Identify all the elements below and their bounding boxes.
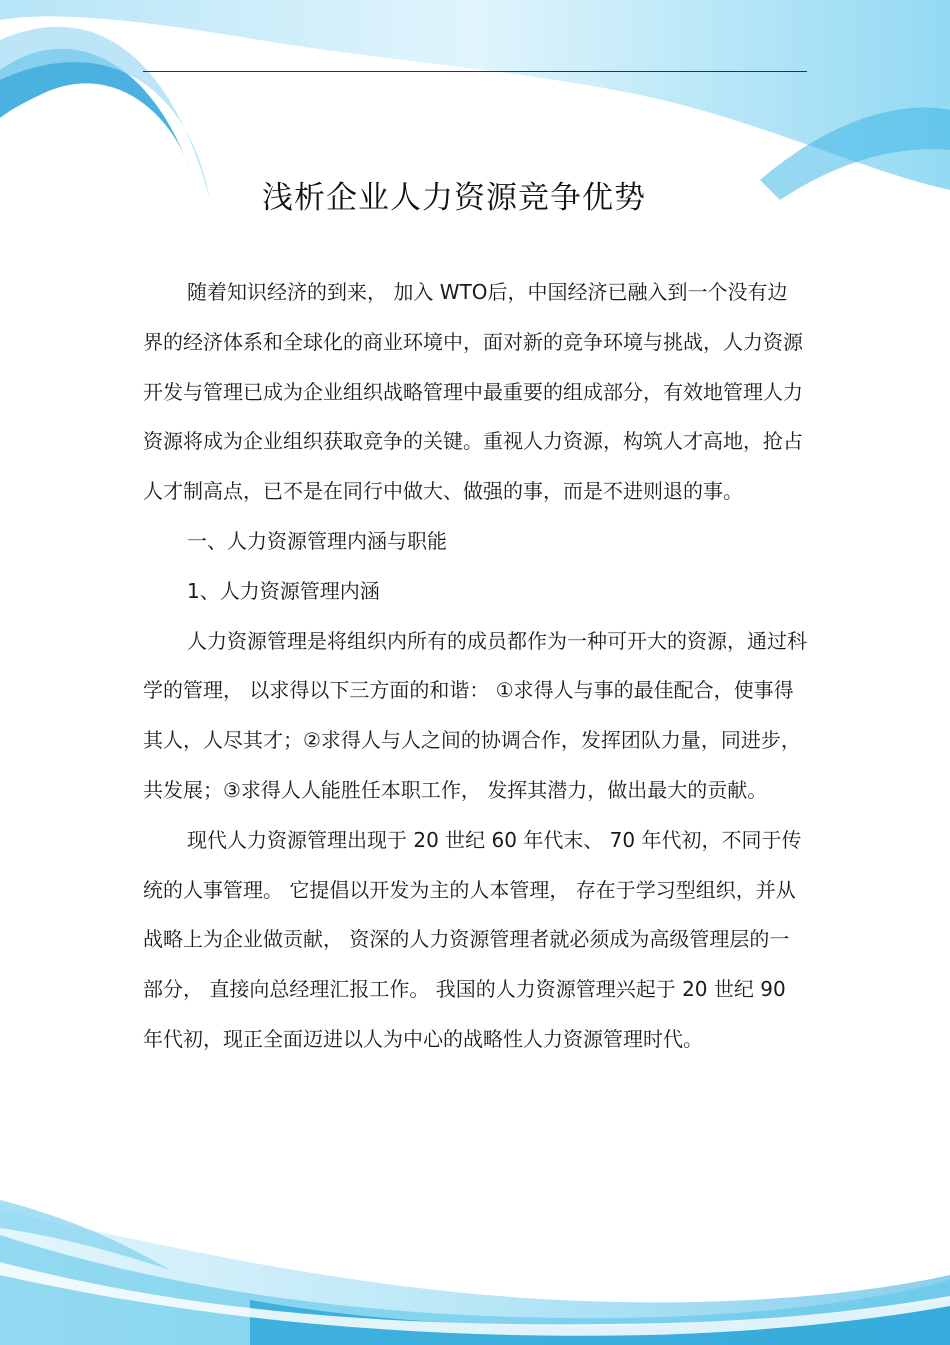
paragraph-hrm-definition: 人力资源管理是将组织内所有的成员都作为一种可开大的资源，通过科学的管理， 以求得以下三方面的和谐： ①求得人与事的最佳配合，使事得其人，人尽其才；②求得人与人之间的协调合作，发挥团队力量，同进步，共发展；③求得人人能胜任本职工作， 发挥其潜力，做出最大的贡献。 [143,628,807,802]
header-rule [143,71,807,72]
document-title: 浅析企业人力资源竞争优势 [262,180,646,216]
paragraph-hrm-history: 现代人力资源管理出现于 20 世纪 60 年代末、 70 年代初，不同于传统的人事管理。 它提倡以开发为主的人本管理， 存在于学习型组织，并从战略上为企业做贡献， 资深的人力资源管理者就必须成为高级管理层的一部分， 直接向总经理汇报工作。 我国的人力资源管理兴起于 20 世纪 90 年代初，现正全面迈进以人为中心的战略性人力资源管理时代。 [143,827,802,1051]
paragraph-intro: 随着知识经济的到来， 加入 WTO后，中国经济已融入到一个没有边界的经济体系和全球化的商业环境中，面对新的竞争环境与挑战，人力资源开发与管理已成为企业组织战略管理中最重要的组成部分，有效地管理人力资源将成为企业组织获取竞争的关键。重视人力资源，构筑人才高地，抢占人才制高点，已不是在同行中做大、做强的事，而是不进则退的事。 [143,280,803,504]
document-body [143,268,807,1065]
subsection-heading-1-1: 1、人力资源管理内涵 [187,578,380,603]
section-heading-1: 一、人力资源管理内涵与职能 [187,528,447,553]
